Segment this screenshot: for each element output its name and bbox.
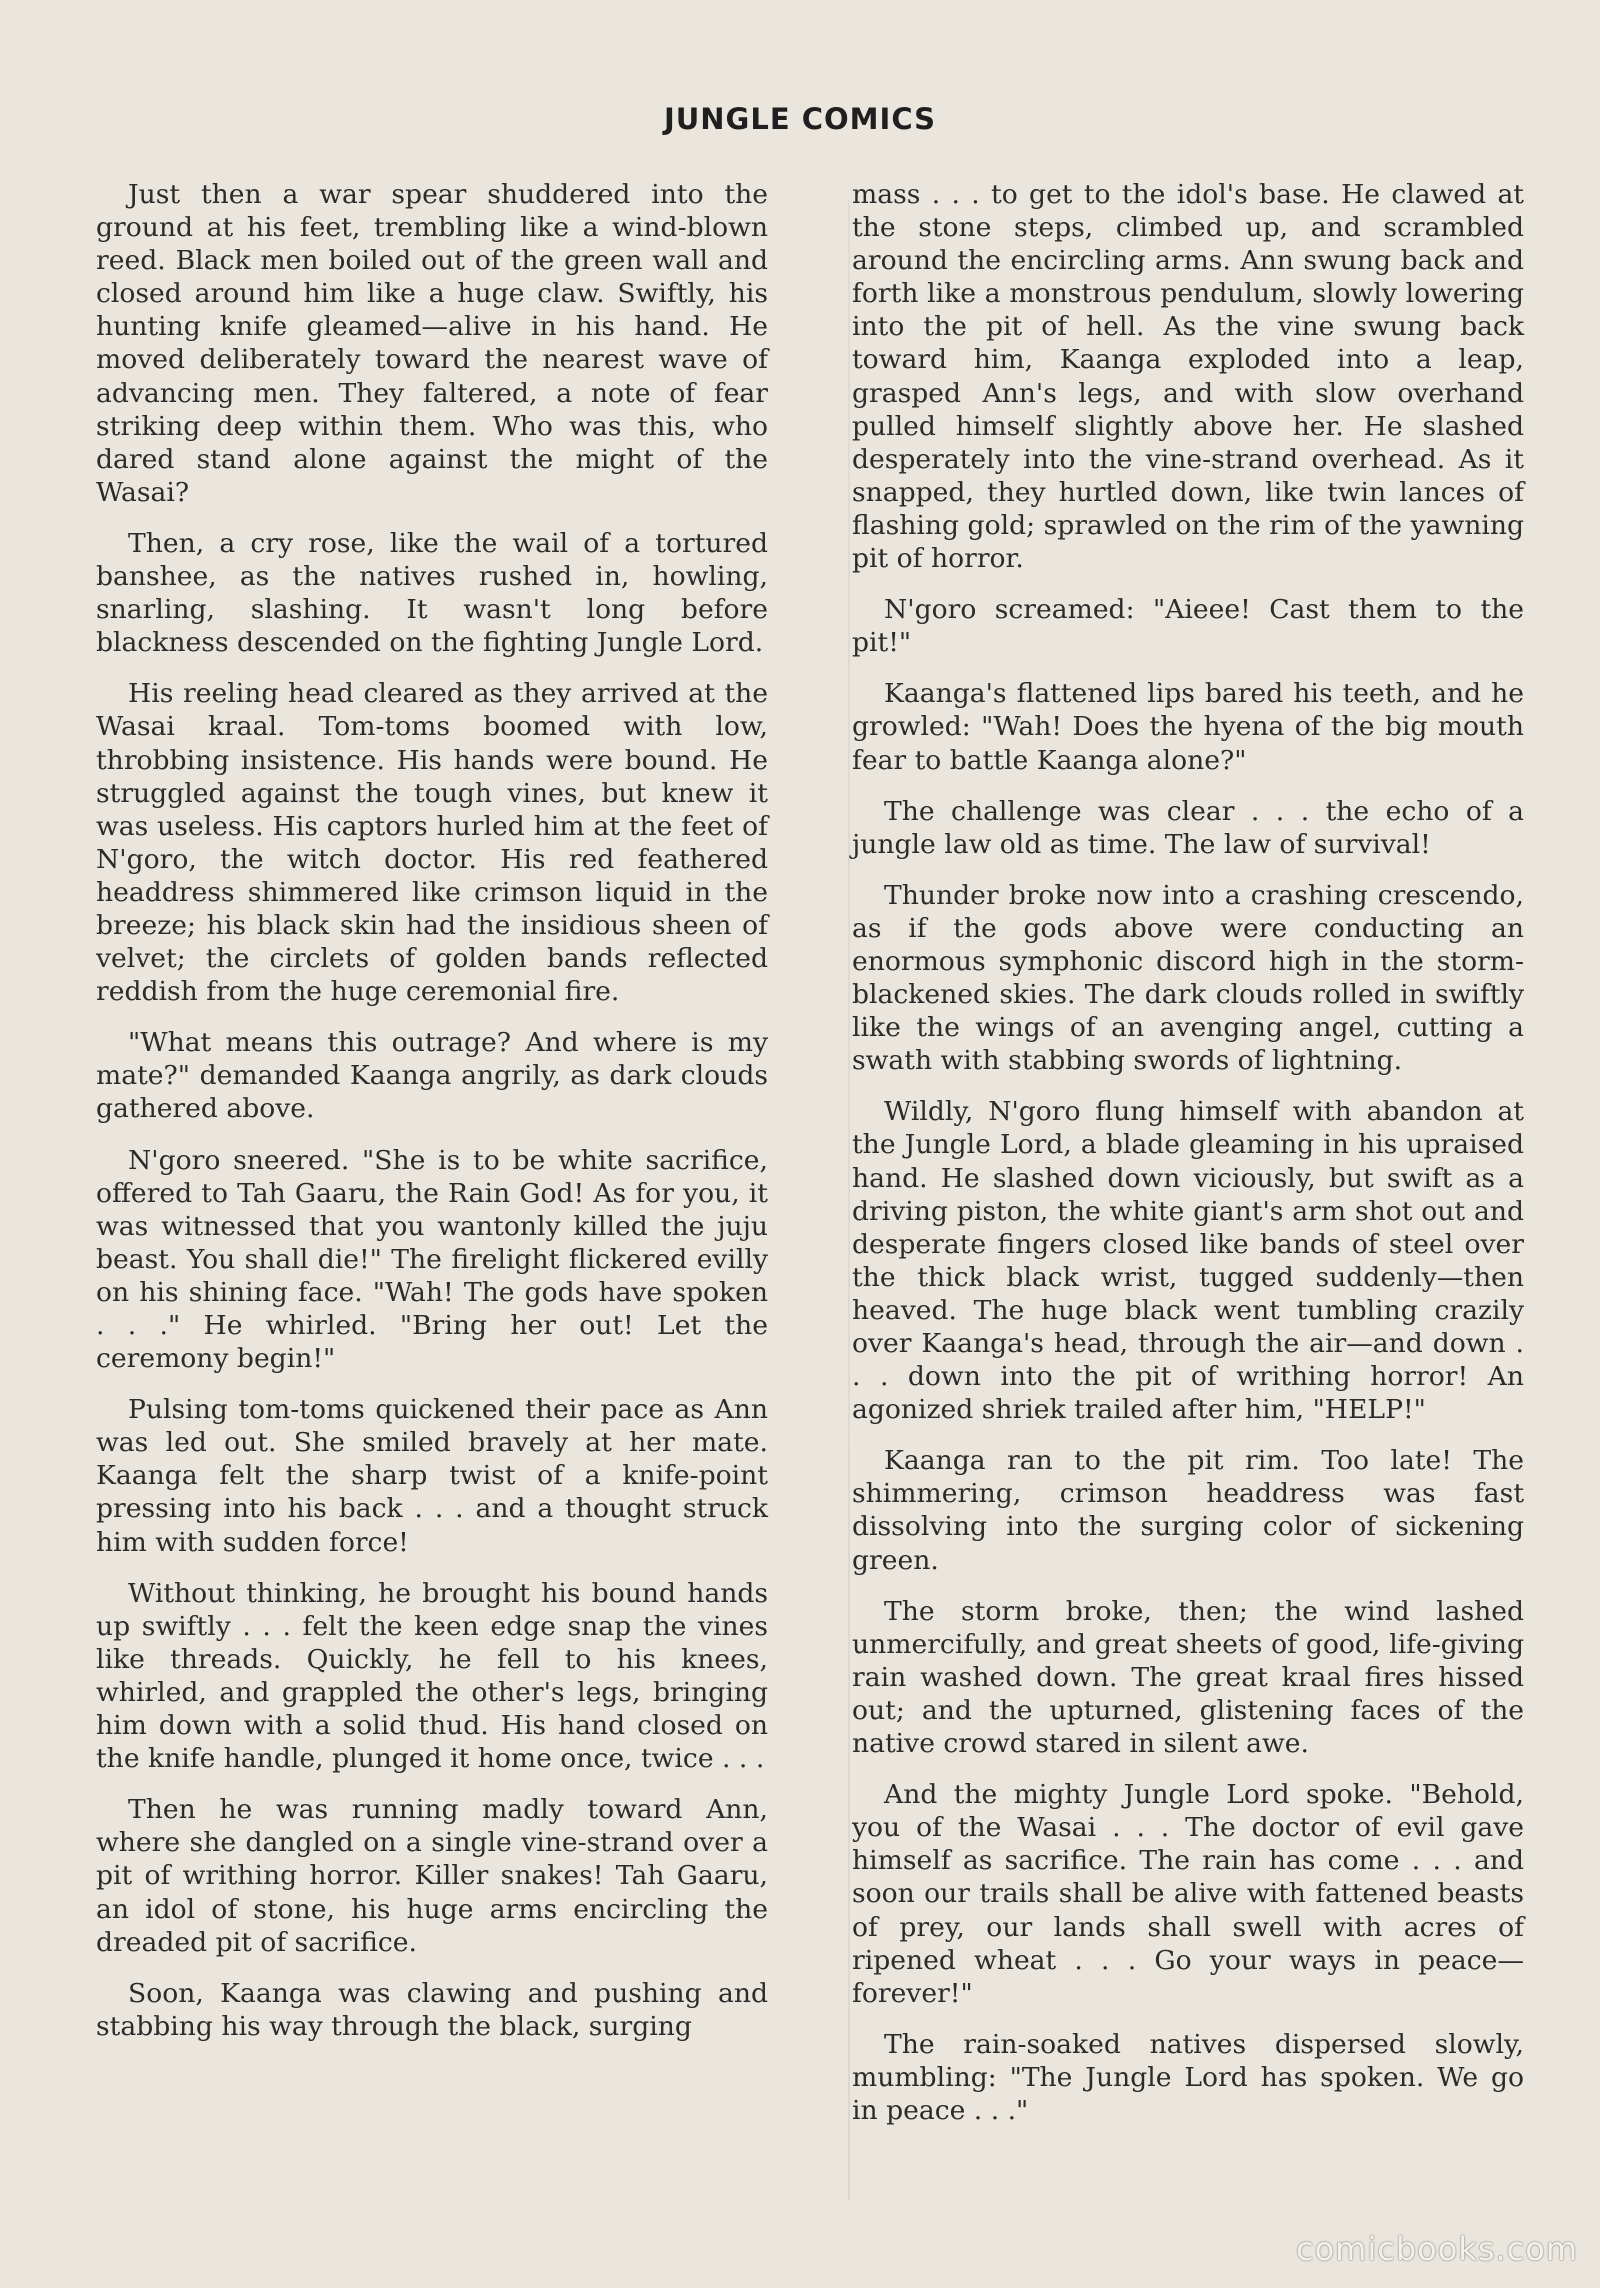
paragraph: Then he was running madly toward Ann, where she dangled on a single vine-strand over a pit of writhing horror. Killer snakes! Tah Gaaru, an idol of stone, his huge arms encircling the dreaded pit of sacrifice. [96,1794,768,1958]
paragraph: "What means this outrage? And where is my mate?" demanded Kaanga angrily, as dark clouds gathered above. [96,1027,768,1125]
paragraph: Thunder broke now into a crashing crescendo, as if the gods above were conducting an enormous symphonic discord high in the storm-blackened skies. The dark clouds rolled in swiftly like the wings of an avenging angel, cutting a swath with stabbing swords of lightning. [852,879,1524,1077]
left-text-column [96,178,768,2061]
column-divider [848,200,850,2200]
paragraph: Kaanga ran to the pit rim. Too late! The shimmering, crimson headdress was fast dissolving into the surging color of sickening green. [852,1445,1524,1576]
paragraph: Without thinking, he brought his bound hands up swiftly . . . felt the keen edge snap the vines like threads. Quickly, he fell to his knees, whirled, and grappled the other's legs, bringing him down with a solid thud. His hand closed on the knife handle, plunged it home once, twice . . . [96,1577,768,1775]
paragraph: Just then a war spear shuddered into the ground at his feet, trembling like a wind-blown reed. Black men boiled out of the green wall and closed around him like a huge claw. Swiftly, his hunting knife gleamed—alive in his hand. He moved deliberately toward the nearest wave of advancing men. They faltered, a note of fear striking deep within them. Who was this, who dared stand alone against the might of the Wasai? [96,179,768,508]
paragraph: Wildly, N'goro flung himself with abandon at the Jungle Lord, a blade gleaming in his upraised hand. He slashed down viciously, but swift as a driving piston, the white giant's arm shot out and desperate fingers closed like bands of steel over the thick black wrist, tugged suddenly—then heaved. The huge black went tumbling crazily over Kaanga's head, through the air—and down . . . down into the pit of writhing horror! An agonized shriek trailed after him, "HELP!" [852,1096,1524,1426]
paragraph: Soon, Kaanga was clawing and pushing and stabbing his way through the black, surging [96,1977,768,2042]
paragraph: N'goro sneered. "She is to be white sacrifice, offered to Tah Gaaru, the Rain God! As for you, it was witnessed that you wantonly killed the juju beast. You shall die!" The firelight flickered evilly on his shining face. "Wah! The gods have spoken . . ." He whirled. "Bring her out! Let the ceremony begin!" [96,1144,768,1375]
paragraph: And the mighty Jungle Lord spoke. "Behold, you of the Wasai . . . The doctor of evil gave himself as sacrifice. The rain has come . . . and soon our trails shall be alive with fattened beasts of prey, our lands shall swell with acres of ripened wheat . . . Go your ways in peace—forever!" [852,1779,1524,2009]
site-watermark: comicbooks.com [1295,2230,1578,2268]
paragraph: Then, a cry rose, like the wail of a tortured banshee, as the natives rushed in, howling, snarling, slashing. It wasn't long before blackness descended on the fighting Jungle Lord. [96,527,768,659]
right-text-column [852,178,1524,2145]
paragraph: The storm broke, then; the wind lashed unmercifully, and great sheets of good, life-giving rain washed down. The great kraal fires hissed out; and the upturned, glistening faces of the native crowd stared in silent awe. [852,1595,1524,1760]
paragraph: Kaanga's flattened lips bared his teeth, and he growled: "Wah! Does the hyena of the big mouth fear to battle Kaanga alone?" [852,678,1524,776]
paragraph: Pulsing tom-toms quickened their pace as Ann was led out. She smiled bravely at her mate. Kaanga felt the sharp twist of a knife-point pressing into his back . . . and a thought struck him with sudden force! [96,1394,768,1558]
page-header-title: JUNGLE COMICS [663,102,937,136]
paragraph: His reeling head cleared as they arrived at the Wasai kraal. Tom-toms boomed with low, throbbing insistence. His hands were bound. He struggled against the tough vines, but knew it was useless. His captors hurled him at the feet of N'goro, the witch doctor. His red feathered headdress shimmered like crimson liquid in the breeze; his black skin had the insidious sheen of velvet; the circlets of golden bands reflected reddish from the huge ceremonial fire. [96,678,768,1008]
paragraph: N'goro screamed: "Aieee! Cast them to the pit!" [852,594,1524,659]
paragraph: The rain-soaked natives dispersed slowly, mumbling: "The Jungle Lord has spoken. We go in peace . . ." [852,2028,1524,2126]
paragraph: The challenge was clear . . . the echo of a jungle law old as time. The law of survival! [852,795,1524,860]
paragraph: mass . . . to get to the idol's base. He clawed at the stone steps, climbed up, and scrambled around the encircling arms. Ann swung back and forth like a monstrous pendulum, slowly lowering into the pit of hell. As the vine swung back toward him, Kaanga exploded into a leap, grasped Ann's legs, and with slow overhand pulled himself slightly above her. He slashed desperately into the vine-strand overhead. As it snapped, they hurtled down, like twin lances of flashing gold; sprawled on the rim of the yawning pit of horror. [852,179,1524,575]
